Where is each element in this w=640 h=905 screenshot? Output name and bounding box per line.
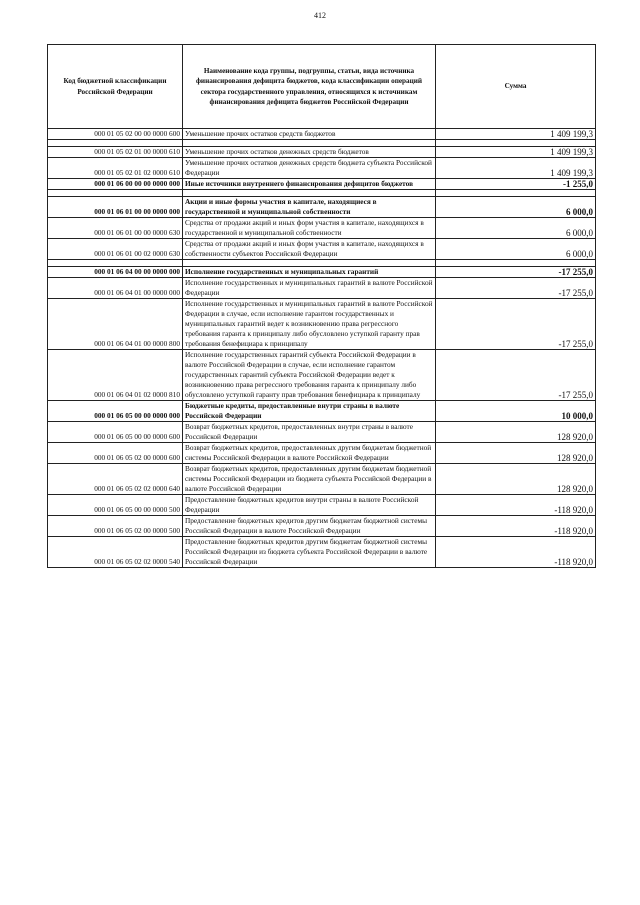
sum-cell: -118 920,0 bbox=[436, 537, 596, 568]
spacer-cell bbox=[48, 190, 183, 197]
code-cell: 000 01 06 05 00 00 0000 600 bbox=[48, 422, 183, 443]
header-sum: Сумма bbox=[436, 45, 596, 129]
sum-cell: -17 255,0 bbox=[436, 267, 596, 278]
name-cell: Предоставление бюджетных кредитов другим бюджетам бюджетной системы Российской Федерации из бюджета субъекта Российской Федерации в валюте Российской Федерации bbox=[183, 537, 436, 568]
sum-cell: 6 000,0 bbox=[436, 218, 596, 239]
name-cell: Возврат бюджетных кредитов, предоставленных другим бюджетам бюджетной системы Российской Федерации из бюджета субъекта Российской Федерации в валюте Российской Федерации bbox=[183, 464, 436, 495]
table-row bbox=[48, 537, 596, 568]
spacer-cell bbox=[183, 140, 436, 147]
name-cell: Средства от продажи акций и иных форм участия в капитале, находящихся в государственной и муниципальной собственности bbox=[183, 218, 436, 239]
spacer-cell bbox=[183, 190, 436, 197]
table-row bbox=[48, 197, 596, 218]
table-header-row bbox=[48, 45, 596, 129]
budget-sources-table bbox=[47, 44, 596, 568]
name-cell: Возврат бюджетных кредитов, предоставленных внутри страны в валюте Российской Федерации bbox=[183, 422, 436, 443]
sum-cell: 128 920,0 bbox=[436, 443, 596, 464]
table-body bbox=[48, 129, 596, 568]
table-row bbox=[48, 422, 596, 443]
spacer-cell bbox=[436, 190, 596, 197]
sum-cell: -17 255,0 bbox=[436, 350, 596, 401]
header-name: Наименование кода группы, подгруппы, статьи, вида источника финансирования дефицита бюджетов, кода классификации операций сектора государственного управления, относящихся к источникам финансирования дефицита бюджетов Российской Федерации bbox=[183, 45, 436, 129]
name-cell: Возврат бюджетных кредитов, предоставленных другим бюджетам бюджетной системы Российской Федерации в валюте Российской Федерации bbox=[183, 443, 436, 464]
name-cell: Иные источники внутреннего финансирования дефицитов бюджетов bbox=[183, 179, 436, 190]
name-cell: Исполнение государственных и муниципальных гарантий в валюте Российской Федерации bbox=[183, 278, 436, 299]
table-row bbox=[48, 179, 596, 190]
code-cell: 000 01 06 05 00 00 0000 000 bbox=[48, 401, 183, 422]
sum-cell: 128 920,0 bbox=[436, 464, 596, 495]
name-cell: Исполнение государственных и муниципальных гарантий bbox=[183, 267, 436, 278]
sum-cell: 128 920,0 bbox=[436, 422, 596, 443]
code-cell: 000 01 06 05 00 00 0000 500 bbox=[48, 495, 183, 516]
table-row bbox=[48, 147, 596, 158]
code-cell: 000 01 06 01 00 02 0000 630 bbox=[48, 239, 183, 260]
sum-cell: 1 409 199,3 bbox=[436, 129, 596, 140]
code-cell: 000 01 06 04 01 00 0000 000 bbox=[48, 278, 183, 299]
table-row bbox=[48, 443, 596, 464]
sum-cell: -118 920,0 bbox=[436, 516, 596, 537]
spacer-cell bbox=[436, 260, 596, 267]
table-spacer-row bbox=[48, 190, 596, 197]
table-row bbox=[48, 299, 596, 350]
sum-cell: -17 255,0 bbox=[436, 299, 596, 350]
table-row bbox=[48, 158, 596, 179]
sum-cell: 10 000,0 bbox=[436, 401, 596, 422]
code-cell: 000 01 06 04 01 02 0000 810 bbox=[48, 350, 183, 401]
code-cell: 000 01 06 00 00 00 0000 000 bbox=[48, 179, 183, 190]
spacer-cell bbox=[183, 260, 436, 267]
name-cell: Предоставление бюджетных кредитов другим бюджетам бюджетной системы Российской Федерации в валюте Российской Федерации bbox=[183, 516, 436, 537]
table-row bbox=[48, 267, 596, 278]
name-cell: Уменьшение прочих остатков денежных средств бюджетов bbox=[183, 147, 436, 158]
sum-cell: 1 409 199,3 bbox=[436, 147, 596, 158]
table-row bbox=[48, 464, 596, 495]
table-row bbox=[48, 278, 596, 299]
table-row bbox=[48, 129, 596, 140]
table-row bbox=[48, 516, 596, 537]
table-row bbox=[48, 239, 596, 260]
spacer-cell bbox=[436, 140, 596, 147]
name-cell: Уменьшение прочих остатков денежных средств бюджета субъекта Российской Федерации bbox=[183, 158, 436, 179]
table-spacer-row bbox=[48, 260, 596, 267]
spacer-cell bbox=[48, 140, 183, 147]
table-row bbox=[48, 495, 596, 516]
code-cell: 000 01 06 05 02 02 0000 640 bbox=[48, 464, 183, 495]
code-cell: 000 01 06 05 02 00 0000 500 bbox=[48, 516, 183, 537]
sum-cell: -118 920,0 bbox=[436, 495, 596, 516]
table-spacer-row bbox=[48, 140, 596, 147]
code-cell: 000 01 06 05 02 02 0000 540 bbox=[48, 537, 183, 568]
spacer-cell bbox=[48, 260, 183, 267]
code-cell: 000 01 06 05 02 00 0000 600 bbox=[48, 443, 183, 464]
name-cell: Бюджетные кредиты, предоставленные внутри страны в валюте Российской Федерации bbox=[183, 401, 436, 422]
name-cell: Акции и иные формы участия в капитале, находящиеся в государственной и муниципальной собственности bbox=[183, 197, 436, 218]
name-cell: Средства от продажи акций и иных форм участия в капитале, находящихся в собственности субъектов Российской Федерации bbox=[183, 239, 436, 260]
sum-cell: -1 255,0 bbox=[436, 179, 596, 190]
page-number: 412 bbox=[314, 11, 326, 20]
name-cell: Предоставление бюджетных кредитов внутри страны в валюте Российской Федерации bbox=[183, 495, 436, 516]
code-cell: 000 01 05 02 00 00 0000 600 bbox=[48, 129, 183, 140]
table-row bbox=[48, 218, 596, 239]
name-cell: Исполнение государственных гарантий субъекта Российской Федерации в валюте Российской Федерации в случае, если исполнение гарантом государственных гарантий субъекта Российской Федерации ведет к возникновению права регрессного требования гаранта к принципалу либо обусловлено уступкой гаранту прав требования бенефициара к принципалу bbox=[183, 350, 436, 401]
code-cell: 000 01 05 02 01 00 0000 610 bbox=[48, 147, 183, 158]
sum-cell: 1 409 199,3 bbox=[436, 158, 596, 179]
code-cell: 000 01 06 04 00 00 0000 000 bbox=[48, 267, 183, 278]
table-row bbox=[48, 350, 596, 401]
code-cell: 000 01 06 01 00 00 0000 630 bbox=[48, 218, 183, 239]
table-row bbox=[48, 401, 596, 422]
header-code: Код бюджетной классификации Российской Федерации bbox=[48, 45, 183, 129]
sum-cell: 6 000,0 bbox=[436, 239, 596, 260]
name-cell: Исполнение государственных и муниципальных гарантий в валюте Российской Федерации в случае, если исполнение гарантом государственных и муниципальных гарантий ведет к возникновению права регрессного требования гаранта к принципалу либо обусловлено уступкой гаранту прав требования бенефициара к принципалу bbox=[183, 299, 436, 350]
sum-cell: 6 000,0 bbox=[436, 197, 596, 218]
code-cell: 000 01 06 04 01 00 0000 800 bbox=[48, 299, 183, 350]
code-cell: 000 01 06 01 00 00 0000 000 bbox=[48, 197, 183, 218]
name-cell: Уменьшение прочих остатков средств бюджетов bbox=[183, 129, 436, 140]
code-cell: 000 01 05 02 01 02 0000 610 bbox=[48, 158, 183, 179]
sum-cell: -17 255,0 bbox=[436, 278, 596, 299]
